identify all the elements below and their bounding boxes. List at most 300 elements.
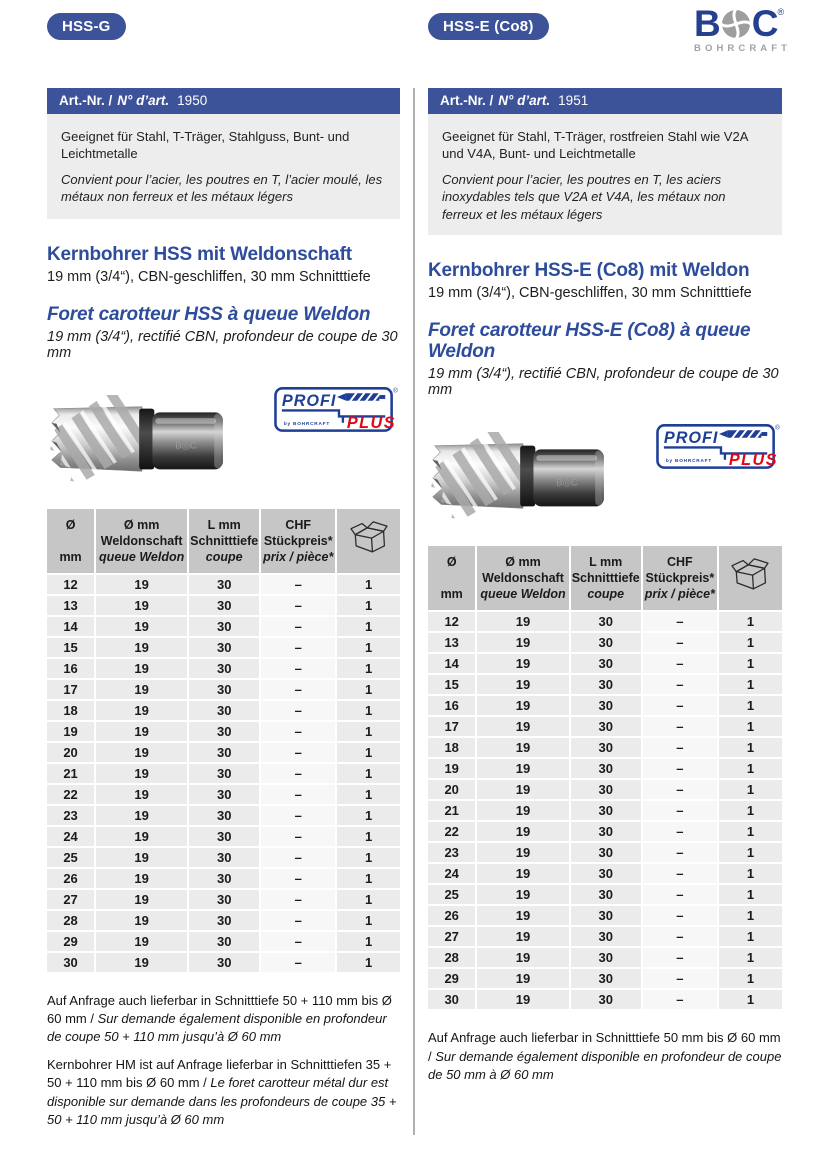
table-cell: 19: [96, 911, 187, 930]
table-cell: 30: [571, 927, 641, 946]
table-cell: –: [261, 659, 335, 678]
table-cell: 1: [719, 696, 782, 715]
table-cell: 19: [477, 864, 568, 883]
table-cell: 13: [47, 596, 94, 615]
header-weldon-shank: [477, 546, 568, 610]
table-cell: –: [643, 948, 717, 967]
header-line: mm: [59, 549, 82, 564]
profi-plus-logo: [656, 420, 782, 472]
table-cell: 30: [189, 596, 259, 615]
table-cell: 26: [428, 906, 475, 925]
header-line-fr: coupe: [205, 549, 243, 564]
bohrcraft-logo: [694, 5, 818, 54]
table-cell: –: [643, 990, 717, 1009]
table-cell: 30: [189, 659, 259, 678]
table-cell: 20: [428, 780, 475, 799]
table-cell: 22: [47, 785, 94, 804]
registered-mark: ®: [393, 386, 398, 394]
table-cell: 29: [47, 932, 94, 951]
note: [47, 992, 400, 1047]
profi-plus-logo: [274, 383, 400, 435]
header-packaging: [337, 509, 400, 573]
core-drill-image: [47, 395, 237, 483]
product-column-left: [47, 88, 400, 1129]
table-cell: –: [261, 890, 335, 909]
table-cell: 19: [96, 890, 187, 909]
table-cell: 1: [719, 759, 782, 778]
table-cell: –: [261, 617, 335, 636]
table-row: [47, 638, 400, 657]
table-cell: 30: [189, 764, 259, 783]
by-bohrcraft-text: by BOHRCRAFT: [665, 459, 712, 465]
product-subtitle-fr: 19 mm (3/4“), rectifié CBN, profondeur de coupe de 30 mm: [47, 328, 398, 361]
table-cell: 19: [96, 701, 187, 720]
art-label-fr: N° d’art.: [498, 93, 551, 108]
table-cell: 30: [571, 906, 641, 925]
header-cutting-depth: [189, 509, 259, 573]
table-cell: 19: [96, 932, 187, 951]
table-cell: 30: [47, 953, 94, 972]
table-cell: 1: [337, 869, 400, 888]
drill-cross-section-icon: [721, 9, 751, 39]
table-cell: 30: [189, 848, 259, 867]
table-cell: 25: [428, 885, 475, 904]
table-cell: 1: [337, 953, 400, 972]
table-cell: –: [643, 654, 717, 673]
table-cell: 30: [571, 612, 641, 631]
product-subtitle-de: 19 mm (3/4“), CBN-geschliffen, 30 mm Schnitttiefe: [47, 268, 371, 285]
table-cell: 19: [96, 785, 187, 804]
profi-text: PROFI: [281, 391, 337, 410]
header-cutting-depth: [571, 546, 641, 610]
table-cell: 19: [96, 638, 187, 657]
table-cell: 28: [428, 948, 475, 967]
product-column-right: [428, 88, 782, 1084]
footnotes: [428, 1029, 782, 1084]
table-cell: 15: [428, 675, 475, 694]
table-cell: 30: [571, 633, 641, 652]
art-label-fr: N° d’art.: [117, 93, 170, 108]
table-cell: 19: [96, 722, 187, 741]
header-line: Weldonschaft: [100, 533, 183, 548]
table-cell: 19: [477, 948, 568, 967]
table-cell: 30: [189, 722, 259, 741]
table-row: [428, 927, 782, 946]
note-de: Kernbohrer HM ist auf Anfrage lieferbar in Schnitttiefen 35 + 50 + 110 mm bis Ø 60 mm /: [47, 1057, 392, 1091]
table-cell: 19: [477, 885, 568, 904]
table-cell: 1: [337, 806, 400, 825]
footnotes: [47, 992, 400, 1129]
article-number-bar: [47, 88, 400, 114]
table-cell: 19: [477, 990, 568, 1009]
table-cell: 19: [477, 906, 568, 925]
header-line: Stückpreis*: [263, 533, 333, 548]
brand-wordmark: BOHRCRAFT: [694, 43, 792, 54]
table-cell: 19: [96, 764, 187, 783]
table-cell: 30: [189, 743, 259, 762]
table-cell: 19: [96, 575, 187, 594]
table-cell: –: [261, 911, 335, 930]
table-cell: 1: [337, 596, 400, 615]
table-cell: 1: [337, 722, 400, 741]
table-cell: 30: [571, 696, 641, 715]
table-cell: 30: [189, 911, 259, 930]
table-cell: –: [643, 864, 717, 883]
table-row: [47, 722, 400, 741]
table-cell: 30: [571, 969, 641, 988]
table-cell: –: [261, 596, 335, 615]
table-cell: –: [261, 680, 335, 699]
table-cell: 28: [47, 911, 94, 930]
table-row: [47, 869, 400, 888]
table-cell: 26: [47, 869, 94, 888]
table-cell: 14: [428, 654, 475, 673]
table-cell: 19: [477, 675, 568, 694]
table-row: [47, 953, 400, 972]
table-row: [428, 885, 782, 904]
table-cell: 16: [428, 696, 475, 715]
table-row: [47, 890, 400, 909]
table-cell: –: [261, 764, 335, 783]
header-line: Ø: [446, 555, 457, 570]
table-cell: 19: [96, 869, 187, 888]
table-cell: –: [261, 785, 335, 804]
table-cell: 19: [477, 654, 568, 673]
header-line: CHF: [667, 555, 693, 570]
note-de: Auf Anfrage auch lieferbar in Schnitttiefe 50 + 110 mm bis Ø 60 mm /: [47, 992, 392, 1026]
table-cell: 19: [477, 843, 568, 862]
description-fr: Convient pour l’acier, les poutres en T, l’acier moulé, les métaux non ferreux et les métaux légers: [61, 172, 383, 205]
table-cell: –: [261, 638, 335, 657]
table-cell: 1: [719, 927, 782, 946]
table-cell: 30: [571, 843, 641, 862]
spec-table: [45, 507, 402, 974]
table-cell: 30: [571, 675, 641, 694]
registered-mark: ®: [777, 7, 785, 17]
table-cell: 30: [571, 822, 641, 841]
table-cell: –: [261, 932, 335, 951]
description-de: Geeignet für Stahl, T-Träger, Stahlguss, Bunt- und Leichtmetalle: [61, 129, 350, 162]
table-row: [428, 969, 782, 988]
table-cell: 16: [47, 659, 94, 678]
header-diameter: [47, 509, 94, 573]
table-cell: 1: [337, 764, 400, 783]
table-cell: 30: [571, 654, 641, 673]
header-packaging: [719, 546, 782, 610]
header-line-fr: prix / pièce*: [644, 587, 715, 602]
table-header-row: [47, 509, 400, 573]
table-cell: 24: [428, 864, 475, 883]
table-cell: –: [261, 869, 335, 888]
table-row: [47, 743, 400, 762]
table-cell: –: [261, 806, 335, 825]
table-cell: 1: [337, 617, 400, 636]
table-cell: –: [643, 885, 717, 904]
logo-letter-b: B: [694, 3, 720, 44]
table-cell: 1: [337, 743, 400, 762]
header-line: Ø: [65, 517, 76, 532]
table-cell: 17: [47, 680, 94, 699]
art-number: 1951: [558, 93, 589, 108]
note: [47, 1056, 400, 1129]
table-cell: 1: [719, 990, 782, 1009]
product-subtitle-de: 19 mm (3/4“), CBN-geschliffen, 30 mm Schnitttiefe: [428, 284, 752, 301]
product-title-de: Kernbohrer HSS mit Weldonschaft: [47, 244, 352, 265]
table-row: [428, 696, 782, 715]
registered-mark: ®: [775, 424, 780, 432]
table-cell: –: [643, 696, 717, 715]
table-cell: 19: [96, 659, 187, 678]
table-cell: 1: [719, 885, 782, 904]
table-cell: –: [261, 827, 335, 846]
table-cell: –: [643, 906, 717, 925]
table-cell: 23: [428, 843, 475, 862]
table-cell: –: [261, 722, 335, 741]
table-cell: 30: [428, 990, 475, 1009]
table-cell: –: [643, 927, 717, 946]
note-fr: Sur demande également disponible en profondeur de coupe 50 + 110 mm jusqu’à Ø 60 mm: [47, 1010, 387, 1045]
logo-letter-c: C: [751, 3, 778, 44]
column-divider: [413, 88, 415, 1135]
table-cell: 19: [477, 801, 568, 820]
header-line: L mm: [207, 517, 241, 532]
table-cell: 1: [719, 717, 782, 736]
table-cell: –: [643, 822, 717, 841]
table-cell: 1: [719, 822, 782, 841]
header-line: Ø mm: [505, 555, 541, 570]
table-cell: –: [643, 969, 717, 988]
table-cell: 1: [719, 654, 782, 673]
table-cell: 1: [337, 701, 400, 720]
table-cell: 1: [719, 948, 782, 967]
header-line-fr: prix / pièce*: [263, 549, 334, 564]
product-title-de: Kernbohrer HSS-E (Co8) mit Weldon: [428, 259, 750, 281]
table-row: [428, 864, 782, 883]
table-cell: 1: [337, 638, 400, 657]
table-cell: 25: [47, 848, 94, 867]
table-cell: 30: [189, 701, 259, 720]
table-cell: 21: [47, 764, 94, 783]
table-cell: 30: [189, 932, 259, 951]
table-row: [428, 801, 782, 820]
table-cell: 30: [571, 759, 641, 778]
table-cell: 19: [477, 969, 568, 988]
table-cell: 19: [96, 617, 187, 636]
table-cell: 30: [571, 990, 641, 1009]
table-row: [428, 717, 782, 736]
table-cell: 19: [477, 717, 568, 736]
table-cell: 30: [189, 869, 259, 888]
header-weldon-shank: [96, 509, 187, 573]
table-row: [47, 764, 400, 783]
table-cell: 30: [571, 948, 641, 967]
table-cell: –: [643, 738, 717, 757]
table-row: [428, 759, 782, 778]
table-cell: 12: [47, 575, 94, 594]
article-number-bar: [428, 88, 782, 114]
table-cell: 19: [96, 680, 187, 699]
art-label-de: Art.-Nr. /: [440, 93, 494, 108]
table-row: [428, 738, 782, 757]
table-row: [428, 906, 782, 925]
description-fr: Convient pour l’acier, les poutres en T, les aciers inoxydables tels que V2A et V4A, les métaux non ferreux et les métaux légers: [442, 172, 726, 222]
product-subtitle-fr: 19 mm (3/4“), rectifié CBN, profondeur de coupe de 30 mm: [428, 366, 779, 399]
table-cell: 23: [47, 806, 94, 825]
table-cell: 19: [47, 722, 94, 741]
table-cell: –: [643, 843, 717, 862]
table-row: [428, 675, 782, 694]
plus-text: PLUS: [728, 451, 779, 470]
header-line: L mm: [589, 555, 623, 570]
table-cell: 1: [719, 843, 782, 862]
header-line: Weldonschaft: [482, 571, 564, 586]
table-cell: 19: [96, 827, 187, 846]
table-cell: 1: [337, 680, 400, 699]
header-price: [261, 509, 335, 573]
header-diameter: [428, 546, 475, 610]
core-drill-image: [428, 432, 618, 520]
header-price: [643, 546, 717, 610]
table-cell: 13: [428, 633, 475, 652]
table-row: [47, 785, 400, 804]
note-fr: Sur demande également disponible en profondeur de coupe de 50 mm à Ø 60 mm: [428, 1048, 782, 1082]
table-cell: 1: [719, 801, 782, 820]
table-cell: 30: [571, 801, 641, 820]
table-cell: –: [261, 953, 335, 972]
table-row: [47, 911, 400, 930]
table-row: [47, 932, 400, 951]
table-cell: 30: [571, 864, 641, 883]
table-cell: 12: [428, 612, 475, 631]
table-cell: 19: [477, 927, 568, 946]
by-bohrcraft-text: by BOHRCRAFT: [283, 421, 330, 427]
table-row: [47, 701, 400, 720]
table-cell: 1: [337, 575, 400, 594]
header-line-fr: queue Weldon: [99, 549, 185, 564]
note-de: Auf Anfrage auch lieferbar in Schnitttiefe 50 mm bis Ø 60 mm /: [428, 1030, 781, 1064]
table-cell: 30: [571, 885, 641, 904]
table-cell: 19: [477, 759, 568, 778]
table-cell: 19: [428, 759, 475, 778]
table-row: [47, 848, 400, 867]
header-line: CHF: [285, 517, 312, 532]
table-row: [428, 633, 782, 652]
table-cell: –: [261, 848, 335, 867]
table-cell: 30: [189, 785, 259, 804]
table-cell: 19: [477, 738, 568, 757]
table-cell: 19: [477, 633, 568, 652]
table-cell: 30: [571, 717, 641, 736]
table-cell: –: [643, 801, 717, 820]
badge-hss-e-co8: HSS-E (Co8): [428, 13, 549, 40]
table-row: [428, 843, 782, 862]
table-row: [428, 780, 782, 799]
description-box: [47, 114, 400, 219]
table-cell: 1: [719, 633, 782, 652]
table-cell: –: [643, 612, 717, 631]
table-cell: 19: [477, 696, 568, 715]
header-line: mm: [440, 587, 463, 602]
table-cell: –: [643, 759, 717, 778]
table-cell: 19: [477, 612, 568, 631]
table-cell: 1: [719, 906, 782, 925]
packaging-box-icon: [730, 558, 770, 594]
table-cell: 30: [189, 638, 259, 657]
table-cell: 19: [477, 780, 568, 799]
table-cell: 1: [337, 659, 400, 678]
table-cell: 1: [337, 932, 400, 951]
product-title-fr: Foret carotteur HSS-E (Co8) à queue Weldon: [428, 319, 751, 363]
table-row: [47, 827, 400, 846]
table-cell: 21: [428, 801, 475, 820]
table-cell: 18: [428, 738, 475, 757]
note: [428, 1029, 782, 1084]
table-cell: 29: [428, 969, 475, 988]
table-cell: 30: [189, 575, 259, 594]
product-title-fr: Foret carotteur HSS à queue Weldon: [47, 303, 371, 325]
table-cell: 1: [337, 827, 400, 846]
table-row: [47, 596, 400, 615]
table-cell: –: [261, 743, 335, 762]
table-cell: 30: [189, 827, 259, 846]
packaging-box-icon: [349, 521, 389, 557]
table-cell: 30: [189, 680, 259, 699]
table-cell: 17: [428, 717, 475, 736]
table-cell: 27: [428, 927, 475, 946]
table-cell: 19: [96, 953, 187, 972]
table-cell: 24: [47, 827, 94, 846]
table-row: [47, 575, 400, 594]
note-fr: Le foret carotteur métal dur est disponible sur demande dans les profondeurs de coupe 35 + 50 + 110 mm jusqu’à Ø 60 mm: [47, 1075, 397, 1127]
table-cell: 30: [189, 617, 259, 636]
table-cell: 30: [571, 780, 641, 799]
table-cell: 19: [96, 743, 187, 762]
spec-table: [426, 544, 784, 1011]
header-line: Stückpreis*: [645, 571, 715, 586]
badge-hss-g: HSS-G: [47, 13, 126, 40]
description-de: Geeignet für Stahl, T-Träger, rostfreien Stahl wie V2A und V4A, Bunt- und Leichtmetalle: [442, 129, 748, 162]
header-line-fr: queue Weldon: [480, 587, 566, 602]
table-row: [47, 617, 400, 636]
table-row: [428, 654, 782, 673]
table-cell: 1: [337, 890, 400, 909]
table-cell: 19: [96, 806, 187, 825]
table-header-row: [428, 546, 782, 610]
table-cell: 19: [477, 822, 568, 841]
table-cell: 1: [719, 864, 782, 883]
table-row: [428, 948, 782, 967]
table-cell: –: [261, 575, 335, 594]
table-cell: 1: [719, 675, 782, 694]
table-cell: 1: [337, 911, 400, 930]
table-cell: 20: [47, 743, 94, 762]
art-number: 1950: [177, 93, 208, 108]
table-row: [428, 612, 782, 631]
header-line: Ø mm: [123, 517, 160, 532]
table-cell: 30: [189, 890, 259, 909]
profi-text: PROFI: [663, 429, 719, 448]
table-cell: 19: [96, 596, 187, 615]
table-cell: 22: [428, 822, 475, 841]
art-label-de: Art.-Nr. /: [59, 93, 113, 108]
table-cell: 30: [189, 806, 259, 825]
plus-text: PLUS: [346, 413, 397, 432]
table-cell: 30: [571, 738, 641, 757]
table-cell: –: [643, 675, 717, 694]
table-cell: 27: [47, 890, 94, 909]
table-row: [47, 659, 400, 678]
table-cell: 1: [337, 848, 400, 867]
